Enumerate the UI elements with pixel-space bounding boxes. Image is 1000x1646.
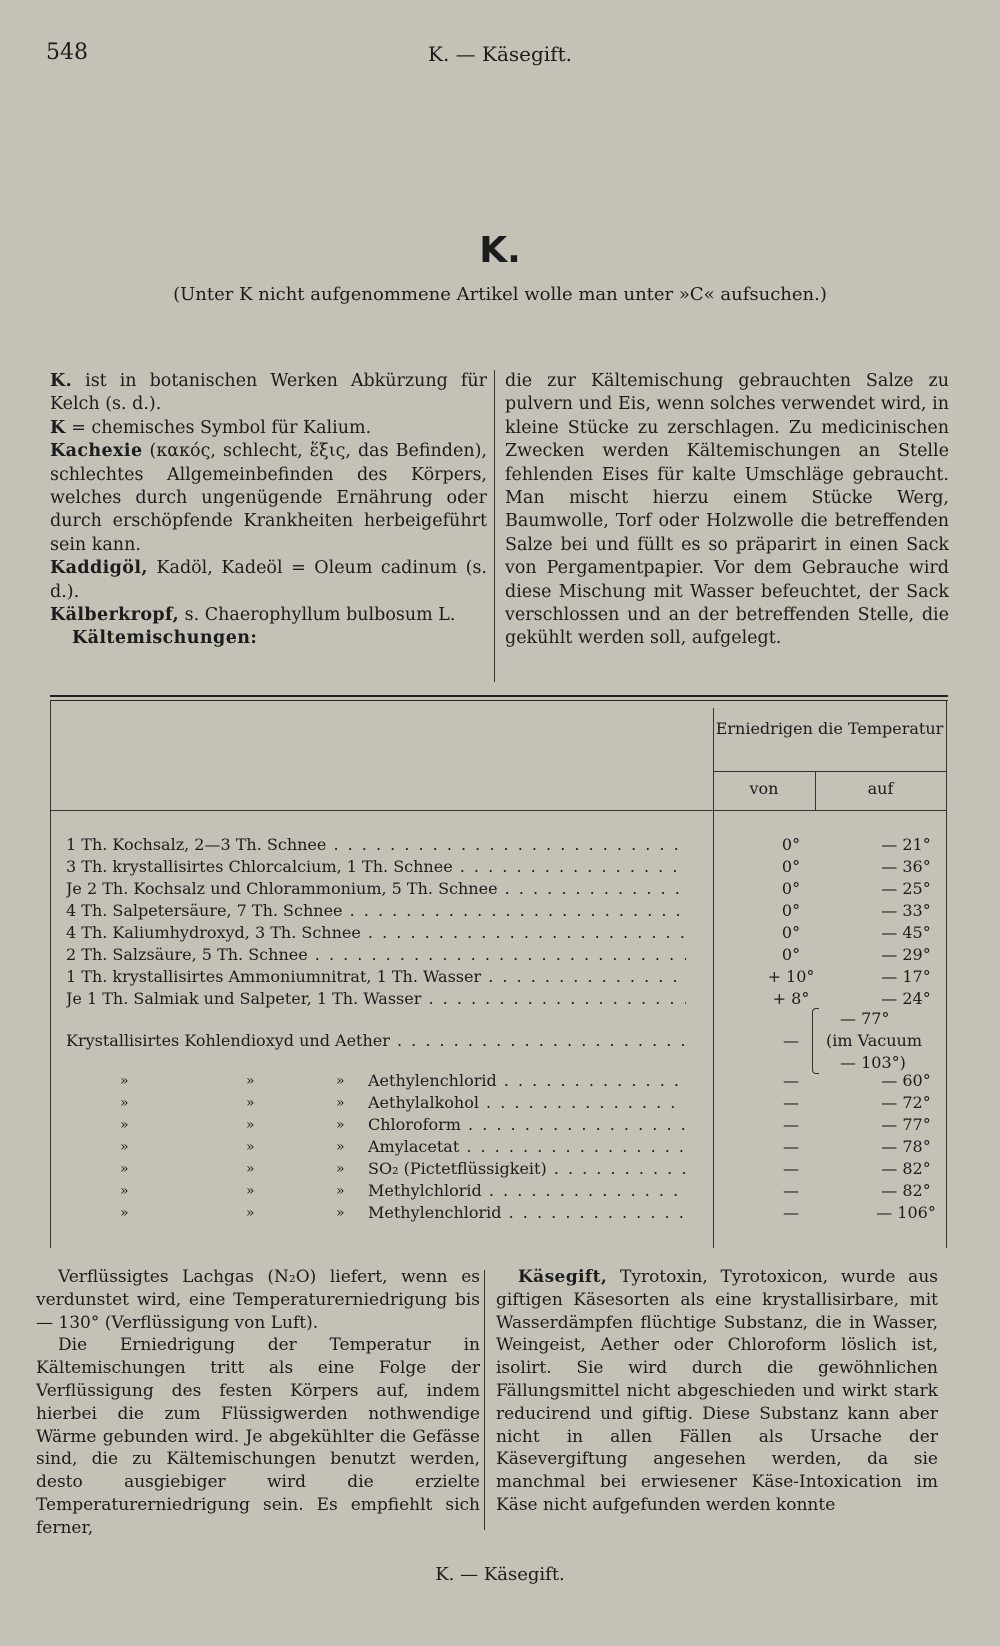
table-header-rule	[50, 810, 946, 811]
row-von: —	[783, 1181, 799, 1200]
entry-kachexie	[50, 440, 487, 557]
entry-text: = chemisches Symbol für Kalium.	[65, 417, 372, 438]
row-auf: — 29°	[881, 945, 931, 964]
ditto-mark: »	[336, 1117, 345, 1133]
row-label: Methylchlorid . . .	[368, 1180, 686, 1202]
ditto-mark: »	[336, 1205, 345, 1221]
row-label: 1 Th. Kochsalz, 2—3 Th. Schnee . . .	[66, 834, 686, 856]
row-auf: — 77°	[881, 1115, 931, 1134]
entry-term: Kältemischungen:	[72, 628, 258, 649]
ditto-mark: »	[336, 1139, 345, 1155]
entry-term: Käsegift,	[518, 1267, 608, 1287]
row-label: Je 1 Th. Salmiak und Salpeter, 1 Th. Wasser . . .	[66, 988, 686, 1010]
row-von: 0°	[781, 857, 801, 876]
table-row	[66, 944, 946, 966]
row-label: SO₂ (Pictetflüssigkeit) . . .	[368, 1158, 686, 1180]
row-label: 4 Th. Salpetersäure, 7 Th. Schnee . . .	[66, 900, 686, 922]
row-von: + 8°	[772, 989, 810, 1008]
table-row	[66, 1180, 946, 1202]
entry-text: (κακός, schlecht, ἕξις, das Befinden), schlechtes Allgemeinbefinden des Körpers, welches durch ungenügende Ernährung oder durch erschöpfende Krankheiten herbeigeführt sein kann.	[50, 441, 487, 555]
row-von: —	[783, 1115, 799, 1134]
ditto-mark: »	[246, 1183, 255, 1199]
co2-auf-2: (im Vacuum	[826, 1031, 922, 1050]
ditto-mark: »	[120, 1095, 129, 1111]
table-row	[66, 1114, 946, 1136]
table-header-auf: auf	[867, 779, 894, 798]
row-label: 3 Th. krystallisirtes Chlorcalcium, 1 Th. Schnee . . .	[66, 856, 686, 878]
table-row	[66, 856, 946, 878]
entry-text: s. Chaerophyllum bulbosum L.	[179, 605, 456, 626]
entry-term: K	[50, 417, 66, 438]
ditto-mark: »	[120, 1073, 129, 1089]
ditto-mark: »	[246, 1139, 255, 1155]
ditto-mark: »	[336, 1161, 345, 1177]
row-auf: — 106°	[876, 1203, 936, 1222]
table-row	[66, 988, 946, 1010]
row-label: Krystallisirtes Kohlendioxyd und Aether . . .	[66, 1030, 686, 1052]
entry-text: ist in botanischen Werken Abkürzung für Kelch (s. d.).	[50, 371, 487, 415]
row-label: Methylenchlorid . . .	[368, 1202, 686, 1224]
table-row	[66, 922, 946, 944]
ditto-mark: »	[246, 1117, 255, 1133]
row-von: + 10°	[767, 967, 815, 986]
row-label: Aethylalkohol . . .	[368, 1092, 686, 1114]
row-label: Amylacetat . . .	[368, 1136, 686, 1158]
table-row	[66, 1202, 946, 1224]
right-column	[505, 370, 949, 651]
table-row	[66, 1158, 946, 1180]
row-auf: — 25°	[881, 879, 931, 898]
bottom-left-column	[36, 1266, 480, 1540]
table-row	[66, 966, 946, 988]
entry-k	[50, 370, 487, 417]
entry-text: Tyrotoxin, Tyrotoxicon, wurde aus giftigen Käsesorten als eine krystallisirbare, mit Wasserdämpfen flüchtige Substanz, die in Wasser, Weingeist, Aether oder Chloroform löslich ist, isolirt. Sie wird durch die gewöhnlichen Fällungsmittel nicht abgeschieden und wirkt stark reducirend und giftig. Diese Substanz kann aber nicht in allen Fällen als Ursache der Käsevergiftung angesehen werden, da sie manchmal bei erwiesener Käse-Intoxication im Käse nicht aufgefunden werden konnte	[496, 1267, 938, 1515]
column-divider	[494, 370, 495, 682]
entry-k-symbol	[50, 417, 487, 440]
entry-kaddigoel	[50, 557, 487, 604]
row-auf: — 45°	[881, 923, 931, 942]
brace-mark	[812, 1008, 819, 1074]
page-number: 548	[46, 40, 88, 65]
row-von: —	[783, 1137, 799, 1156]
ditto-mark: »	[120, 1183, 129, 1199]
bottom-left-paragraph-1: Verflüssigtes Lachgas (N₂O) liefert, wenn es verdunstet wird, eine Temperaturerniedrigung bis — 130° (Verflüssigung von Luft).	[36, 1267, 480, 1333]
row-auf: — 36°	[881, 857, 931, 876]
row-von: 0°	[781, 879, 801, 898]
co2-brace	[812, 1008, 922, 1074]
ditto-mark: »	[120, 1139, 129, 1155]
table-row	[66, 900, 946, 922]
row-label: 2 Th. Salzsäure, 5 Th. Schnee . . .	[66, 944, 686, 966]
row-label: 4 Th. Kaliumhydroxyd, 3 Th. Schnee . . .	[66, 922, 686, 944]
right-column-text: die zur Kältemischung gebrauchten Salze zu pulvern und Eis, wenn solches verwendet wird, in kleine Stücke zu zerschlagen. Zu medicinischen Zwecken werden Kältemischungen an Stelle fehlenden Eises für kalte Umschläge gebraucht. Man mischt hierzu einem Stücke Werg, Baumwolle, Torf oder Holzwolle die betreffenden Salze bei und füllt es so präparirt in einen Sack von Pergamentpapier. Vor dem Gebrauche wird diese Mischung mit Wasser befeuchtet, der Sack verschlossen und an der betreffenden Stelle, die gekühlt werden soll, aufgelegt.	[505, 371, 949, 649]
row-von: —	[783, 1093, 799, 1112]
ditto-mark: »	[246, 1205, 255, 1221]
row-label: Je 2 Th. Kochsalz und Chlorammonium, 5 Th. Schnee . . .	[66, 878, 686, 900]
table-row	[66, 834, 946, 856]
ditto-mark: »	[120, 1161, 129, 1177]
ditto-mark: »	[246, 1161, 255, 1177]
table-header-group: Erniedrigen die Temperatur	[715, 719, 944, 738]
table-top-rule	[50, 695, 948, 697]
entry-term: Kaddigöl,	[50, 558, 148, 579]
page-footer: K. — Käsegift.	[435, 1564, 565, 1585]
ditto-mark: »	[246, 1095, 255, 1111]
row-auf: — 24°	[881, 989, 931, 1008]
table-row	[66, 878, 946, 900]
running-head	[46, 40, 954, 70]
row-label: Chloroform . . .	[368, 1114, 686, 1136]
table-left-border	[50, 700, 51, 1248]
ditto-mark: »	[336, 1183, 345, 1199]
row-von: 0°	[781, 945, 801, 964]
entry-text: Kadöl, Kadeöl = Oleum cadinum (s. d.).	[50, 558, 487, 602]
row-von: 0°	[781, 923, 801, 942]
entry-kaelberkropf	[50, 604, 487, 627]
table-row	[66, 1092, 946, 1114]
bottom-right-column	[496, 1266, 938, 1517]
ditto-mark: »	[336, 1073, 345, 1089]
row-auf: — 82°	[881, 1159, 931, 1178]
row-auf: — 33°	[881, 901, 931, 920]
bottom-left-paragraph-2: Die Erniedrigung der Temperatur in Kältemischungen tritt als eine Folge der Verflüssigung des festen Körpers auf, indem hierbei die zum Flüssigwerden nothwendige Wärme gebunden wird. Je abgekühlter die Gefässe sind, die zu Kältemischungen benutzt werden, desto ausgiebiger wird die erzielte Temperaturerniedrigung sein. Es empfiehlt sich ferner,	[36, 1335, 480, 1538]
ditto-mark: »	[120, 1205, 129, 1221]
entry-term: Kälberkropf,	[50, 605, 180, 626]
row-auf: — 82°	[881, 1181, 931, 1200]
left-column	[50, 370, 487, 651]
row-von: —	[783, 1159, 799, 1178]
entry-term: K.	[50, 371, 73, 391]
entry-term: Kachexie	[50, 441, 143, 462]
row-auf: — 17°	[881, 967, 931, 986]
ditto-mark: »	[246, 1073, 255, 1089]
co2-auf-1: — 77°	[840, 1009, 890, 1028]
row-label: 1 Th. krystallisirtes Ammoniumnitrat, 1 Th. Wasser . . .	[66, 966, 686, 988]
row-von: —	[783, 1031, 799, 1050]
table-row	[66, 1136, 946, 1158]
entry-kaeltemischungen	[50, 627, 487, 650]
co2-auf-3: — 103°)	[840, 1053, 906, 1072]
row-auf: — 21°	[881, 835, 931, 854]
entry-kaesegift	[496, 1266, 938, 1517]
row-von: 0°	[781, 901, 801, 920]
section-letter: K.	[479, 230, 521, 271]
table-header-mid-rule	[713, 771, 946, 772]
row-von: —	[783, 1203, 799, 1222]
ditto-mark: »	[120, 1117, 129, 1133]
row-von: 0°	[781, 835, 801, 854]
row-auf: — 72°	[881, 1093, 931, 1112]
row-label: Aethylenchlorid . . .	[368, 1070, 686, 1092]
column-divider-bottom	[484, 1270, 485, 1530]
table-row	[66, 1070, 946, 1092]
section-note: (Unter K nicht aufgenommene Artikel wolle man unter »C« aufsuchen.)	[173, 284, 827, 305]
row-auf: — 78°	[881, 1137, 931, 1156]
table-header-von: von	[749, 779, 779, 798]
table-top-rule-thin	[50, 700, 948, 701]
row-von: —	[783, 1071, 799, 1090]
running-title: K. — Käsegift.	[428, 42, 572, 66]
ditto-mark: »	[336, 1095, 345, 1111]
row-auf: — 60°	[881, 1071, 931, 1090]
